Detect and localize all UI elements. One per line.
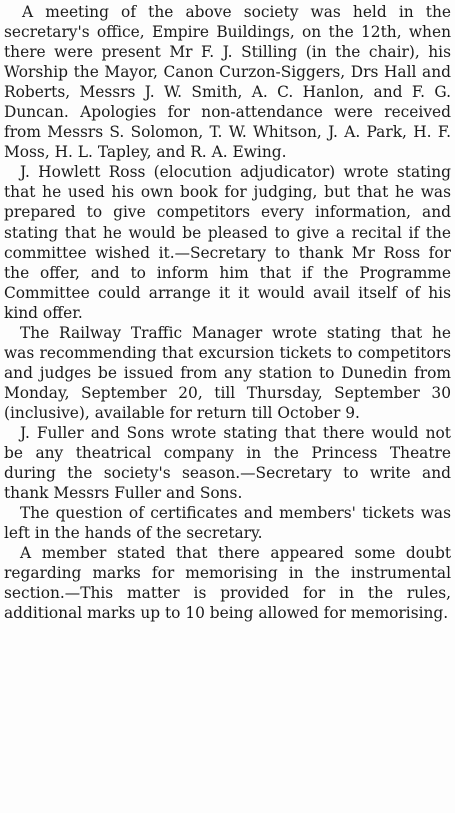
article-paragraph: The Railway Traffic Manager wrote stating that he was recommending that excursion tickets to competitors and judges be issued from any station to Dunedin from Monday, September 20, till Thursday, September 30 (inclusive), available for return till October 9. [4,323,451,422]
article-paragraph: The question of certificates and members' tickets was left in the hands of the secretary. [4,504,451,543]
article-paragraph: J. Fuller and Sons wrote stating that there would not be any theatrical company in the Princess Theatre during the society's season.—Secretary to write and thank Messrs Fuller and Sons. [4,423,451,503]
article-paragraph: A meeting of the above society was held in the secretary's office, Empire Buildings, on the 12th, when there were present Mr F. J. Stilling (in the chair), his Worship the Mayor, Canon Curzon-Siggers, Drs Hall and Roberts, Messrs J. W. Smith, A. C. Hanlon, and F. G. Duncan. Apologies for non-attendance were received from Messrs S. Solomon, T. W. Whitson, J. A. Park, H. F. Moss, H. L. Tapley, and R. A. Ewing. [4,3,451,162]
article-paragraph: J. Howlett Ross (elocution adjudicator) wrote stating that he used his own book for judging, but that he was prepared to give competitors every information, and stating that he would be pleased to give a recital if the committee wished it.—Secretary to thank Mr Ross for the offer, and to inform him that if the Programme Committee could arrange it it would avail itself of his kind offer. [4,163,451,322]
article-paragraph: A member stated that there appeared some doubt regarding marks for memorising in the instrumental section.—This matter is provided for in the rules, additional marks up to 10 being allowed for memorising. [4,544,451,623]
